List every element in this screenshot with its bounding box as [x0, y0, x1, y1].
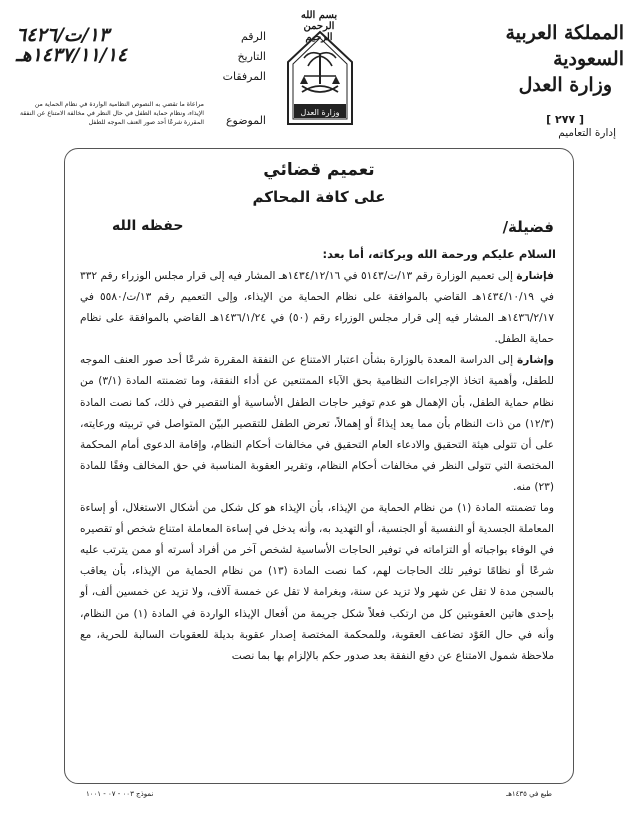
letterhead-right — [446, 20, 624, 98]
ministry-emblem-icon — [282, 14, 358, 130]
circular-number: [ ٢٧٧ ] — [546, 113, 584, 126]
form-number: نموذج ٠٠٣ - ٠٧ - ١٠٠١ — [86, 790, 154, 798]
basmala: بسم الله الرحمن الرحيم — [300, 10, 338, 43]
department-name: إدارة التعاميم — [558, 127, 616, 139]
circular-id-block — [460, 113, 620, 139]
addressee: فضيلة/ — [502, 218, 554, 236]
number-value: ١٣/ت/٦٤٢٦ — [16, 24, 110, 46]
subject-text: مراعاة ما تقضي به النصوص النظامية الواردة في نظام الحماية من الإيذاء، ونظام حماية الطفل في حال النظر في مخالفة الامتناع عن النفقة المقررة شرعًا أحد صور العنف الموجه للطفل — [19, 101, 204, 126]
subject-label: الموضوع — [225, 114, 266, 127]
document-subtitle: على كافة المحاكم — [252, 188, 386, 206]
greeting: السلام عليكم ورحمة الله وبركاته، أما بعد: — [322, 247, 556, 261]
emblem-text: وزارة العدل — [300, 108, 340, 117]
date-row — [16, 44, 266, 68]
document-title: تعميم قضائي — [263, 160, 375, 180]
paragraph-2 — [80, 350, 554, 498]
paragraph-1-lead: فإشارة — [516, 270, 554, 282]
paragraph-3: وما تضمنته المادة (١) من نظام الحماية من الإيذاء، بأن الإيذاء هو كل شكل من أشكال الاستغلال، أو إساءة المعاملة الجسدية أو النفسية أو الجنسية، أو التهديد به، وأنه يدخل في إساءة المعاملة امتناع شخص أو تقصيره في الوفاء بواجباته أو التزاماته في توفير الحاجات الأساسية لشخص آخر من أفراد أسرته أو ممن يترتب عليه شرعًا أو نظامًا توفير تلك الحاجات لهم، كما نصت المادة (١٣) من نظام الحماية من الإيذاء، بأن يعاقب بالسجن مدة لا تقل عن شهر ولا تزيد عن سنة، وبغرامة لا تقل عن خمسة آلاف، ولا تزيد عن خمسين ألف، أو بإحدى هاتين العقوبتين كل من ارتكب فعلاً شكل جريمة من أفعال الإيذاء الواردة في المادة (١) من النظام، وأنه في حال العَوْد تضاعف العقوبة، وللمحكمة المختصة إصدار عقوبة بديلة للعقوبات السالبة للحرية، مع ملاحظة شمول الامتناع عن دفع النفقة بعد صدور حكم بالإلزام بها بما نصت — [80, 502, 555, 662]
attachments-label: المرفقات — [222, 70, 266, 83]
paragraph-2-lead: وإشارة — [517, 354, 554, 367]
number-label: الرقم — [240, 30, 266, 43]
print-note: طبع في ١٤٣٥هـ — [506, 790, 552, 798]
ministry-name: وزارة العدل — [518, 74, 612, 96]
date-value: ١٤٣٧/١١/١٤هـ — [16, 44, 128, 66]
paragraph-1-text: إلى تعميم الوزارة رقم ١٣/ت/٥١٤٣ في ١٤٣٤/١٢/١٦هـ المشار فيه إلى قرار مجلس الوزراء رقم ٣٣٢ في ١٤٣٤/١٠/١٩هـ القاضي بالموافقة على نظام الحماية من الإيذاء، وإلى التعميم رقم ١٣/ت/٥٥٨٠ في ١٤٣٦/٢/١٧هـ المشار فيه إلى قرار مجلس الوزراء رقم (٥٠) في ١٤٣٦/١/٢٤هـ القاضي بالموافقة على نظام حماية الطفل. — [80, 270, 555, 346]
letterhead-left — [16, 24, 266, 88]
attachments-row — [16, 68, 266, 88]
body-text — [80, 266, 554, 667]
subject-block — [16, 100, 266, 140]
kingdom-name: المملكة العربية السعودية — [505, 22, 624, 70]
paragraph-1 — [80, 266, 554, 350]
paragraph-2-text: إلى الدراسة المعدة بالوزارة بشأن اعتبار الامتناع عن النفقة المقررة شرعًا أحد صور العنف الموجه للطفل، وأهمية اتخاذ الإجراءات النظامية بحق الآباء الممتنعين عن أداء النفقة، وما تضمنته المادة (٣/١) من نظام حماية الطفل، بأن الإهمال هو عدم توفير حاجات الطفل الأساسية أو التقصير في ذلك، كما نصت المادة (١٢/٣) من ذات النظام بأن مما يعد إيذاءً أو إهمالاً، تعرض الطفل للتقصير البيّن المتواصل في تربيته ورعايته، على أن تتولى هيئة التحقيق والادعاء العام التحقيق في مخالفات أحكام النظام، وإقامة الدعوى أمام المحكمة المختصة التي تتولى النظر في مخالفات أحكام النظام، وتقرير العقوبة المناسبة في حق المخالف وفقًا للمادة (٢٣) منه. — [80, 354, 554, 493]
honorific: حفظه الله — [112, 218, 184, 234]
date-label: التاريخ — [237, 50, 266, 63]
